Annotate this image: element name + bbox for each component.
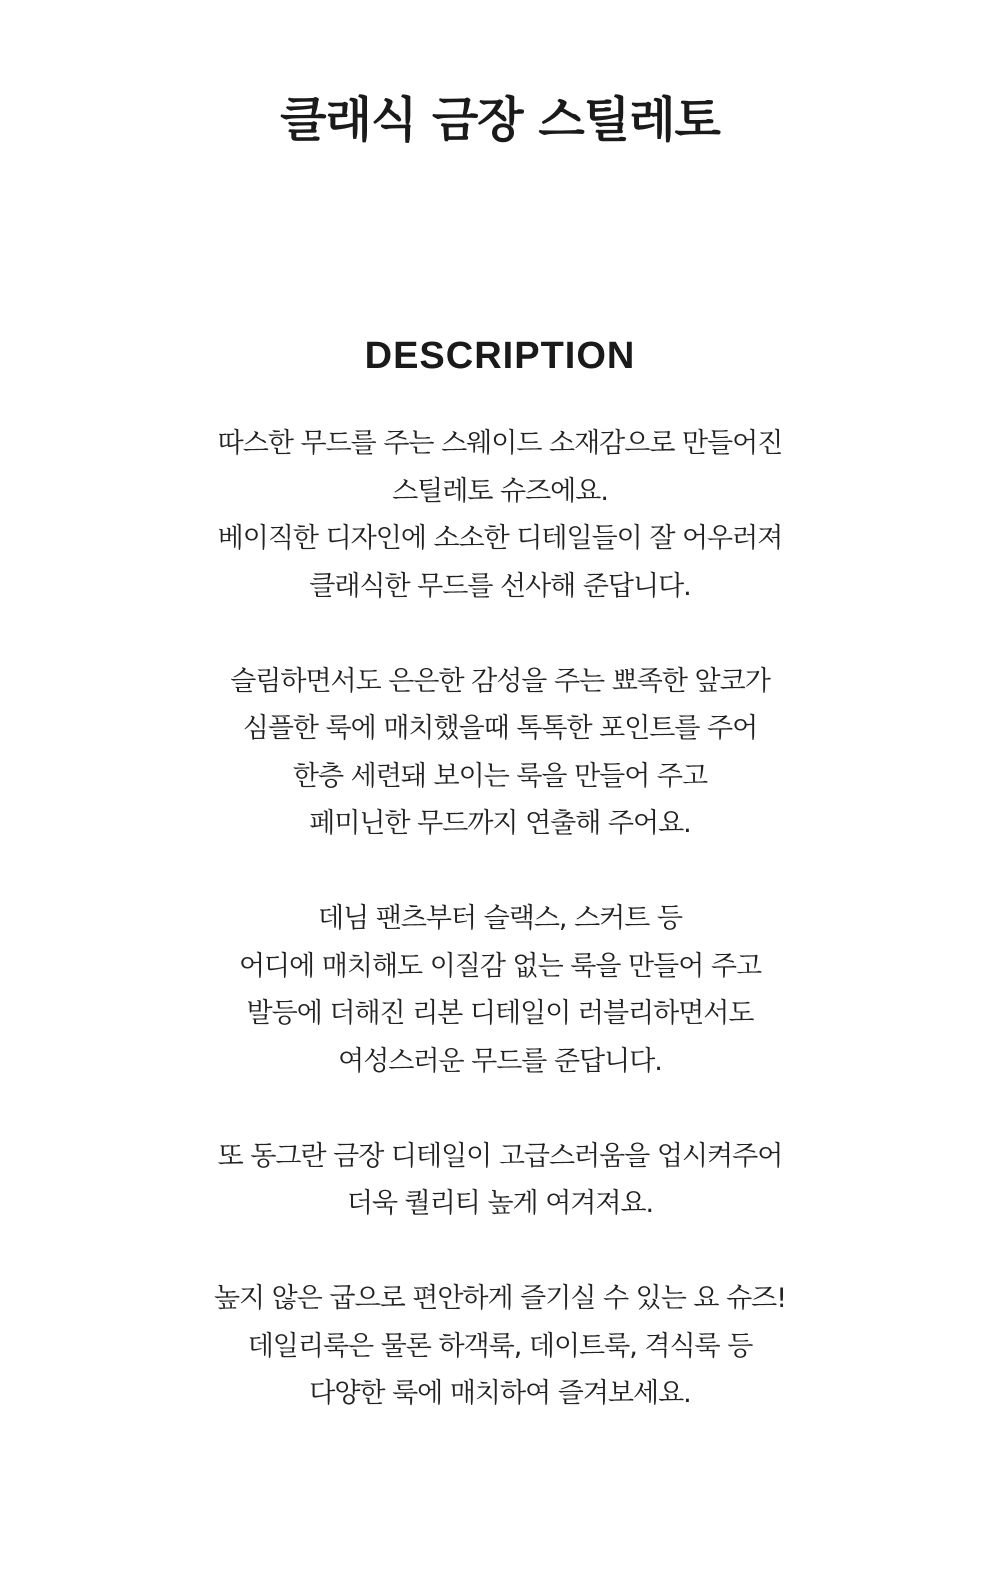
description-line: 심플한 룩에 매치했을때 톡톡한 포인트를 주어: [242, 713, 758, 744]
product-title: 클래식 금장 스틸레토: [280, 92, 720, 148]
description-paragraph: [100, 895, 900, 1085]
description-body: [100, 420, 900, 1465]
description-line: 다양한 룩에 매치하여 즐겨보세요.: [309, 1378, 691, 1409]
description-line: 발등에 더해진 리본 디테일이 러블리하면서도: [246, 998, 754, 1029]
description-line: 한층 세련돼 보이는 룩을 만들어 주고: [292, 760, 708, 792]
description-line: 슬림하면서도 은은한 감성을 주는 뾰족한 앞코가: [230, 665, 770, 697]
description-line: 따스한 무드를 주는 스웨이드 소재감으로 만들어진: [217, 428, 783, 459]
description-paragraph: [100, 1275, 900, 1418]
description-line: 베이직한 디자인에 소소한 디테일들이 잘 어우러져: [217, 523, 783, 554]
description-line: 여성스러운 무드를 준답니다.: [338, 1045, 662, 1077]
description-line: 데님 팬츠부터 슬랙스, 스커트 등: [318, 903, 682, 934]
description-line: 어디에 매치해도 이질감 없는 룩을 만들어 주고: [238, 950, 762, 982]
description-line: 높지 않은 굽으로 편안하게 즐기실 수 있는 요 슈즈!: [213, 1283, 787, 1314]
description-line: 클래식한 무드를 선사해 준답니다.: [309, 570, 691, 602]
description-paragraph: [100, 1133, 900, 1228]
description-line: 페미닌한 무드까지 연출해 주어요.: [309, 808, 691, 839]
description-line: 더욱 퀄리티 높게 여겨져요.: [346, 1188, 654, 1219]
description-line: 또 동그란 금장 디테일이 고급스러움을 업시켜주어: [217, 1140, 783, 1172]
description-line: 데일리룩은 물론 하객룩, 데이트룩, 격식룩 등: [247, 1330, 753, 1362]
description-paragraph: [100, 420, 900, 610]
description-line: 스틸레토 슈즈에요.: [392, 475, 608, 507]
description-heading: DESCRIPTION: [364, 335, 636, 377]
description-paragraph: [100, 658, 900, 848]
